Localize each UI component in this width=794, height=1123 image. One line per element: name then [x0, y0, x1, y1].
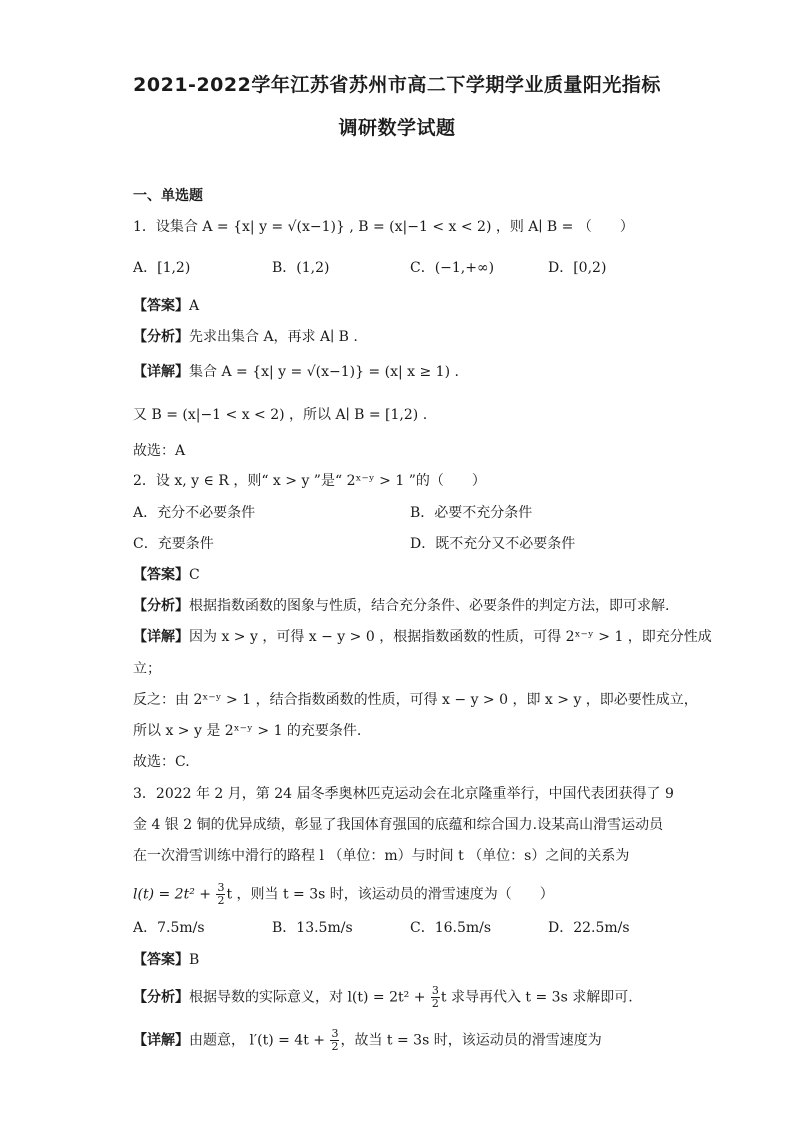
q2-option-b: B．必要不充分条件 [410, 505, 533, 521]
document-title: 2021-2022学年江苏省苏州市高二下学期学业质量阳光指标 [133, 74, 661, 96]
analysis-text: 先求出集合 A，再求 A∣ B . [189, 329, 358, 345]
formula-lhs: l(t) = 2t² + [133, 886, 216, 903]
q1-option-d: D．[0,2) [548, 260, 607, 276]
answer-tag: 【答案】 [133, 952, 189, 968]
fraction [330, 1028, 339, 1053]
q1-option-a: A．[1,2) [133, 260, 191, 276]
question-3-stem-line2: 金 4 银 2 铜的优异成绩，彰显了我国体育强国的底蕴和综合国力.设某高山滑雪运动员 [133, 817, 664, 833]
fraction-denominator: 2 [217, 894, 225, 907]
analysis-text: 根据指数函数的图象与性质，结合充分条件、必要条件的判定方法，即可求解. [189, 598, 670, 614]
detail-tag: 【详解】 [133, 364, 189, 380]
fraction-denominator: 2 [331, 1040, 339, 1053]
question-1-stem: 1．设集合 A = {x| y = √(x−1)} , B = (x|−1 < x < 2) ，则 A∣ B = （ ） [133, 219, 634, 235]
question-2-stem: 2．设 x, y ∈ R ，则“ x > y ”是“ 2ˣ⁻ʸ > 1 ”的（ ） [133, 473, 486, 489]
question-3-stem-line3: 在一次滑雪训练中滑行的路程 l （单位：m）与时间 t （单位：s）之间的关系为 [133, 848, 630, 864]
fraction-numerator: 3 [331, 1027, 339, 1040]
q1-conclusion: 故选：A [133, 443, 186, 459]
q2-answer [133, 565, 200, 585]
q1-detail-line2: 又 B = (x|−1 < x < 2) ，所以 A∣ B = [1,2) . [133, 407, 428, 423]
section-heading: 一、单选题 [133, 188, 203, 204]
q2-analysis [133, 596, 669, 616]
q3-analysis [133, 985, 633, 1010]
detail-text-post: ，故当 t = 3s 时，该运动员的滑雪速度为 [340, 1032, 602, 1049]
q2-option-c: C．充要条件 [133, 536, 214, 552]
analysis-tag: 【分析】 [133, 598, 189, 614]
answer-value: C [189, 567, 200, 583]
q1-analysis [133, 327, 358, 347]
fraction-denominator: 2 [431, 997, 439, 1010]
q2-option-d: D．既不充分又不必要条件 [410, 536, 576, 552]
fraction [216, 882, 225, 907]
q2-option-a: A．充分不必要条件 [133, 505, 256, 521]
q1-option-b: B．(1,2) [272, 260, 330, 276]
q2-detail-cont: 立； [133, 661, 161, 677]
answer-value: A [189, 298, 200, 314]
detail-text: 因为 x > y ，可得 x − y > 0 ，根据指数函数的性质，可得 2ˣ⁻ʸ > 1 ，即充分性成 [189, 629, 712, 645]
detail-tag: 【详解】 [133, 1032, 189, 1049]
q2-conclusion: 故选：C. [133, 754, 190, 770]
q1-option-c: C．(−1,+∞) [410, 260, 495, 276]
fraction-numerator: 3 [431, 984, 439, 997]
analysis-tag: 【分析】 [133, 329, 189, 345]
q3-option-c: C．16.5m/s [410, 920, 492, 936]
analysis-text-pre: 根据导数的实际意义，对 l(t) = 2t² + [189, 989, 430, 1006]
answer-value: B [189, 952, 200, 968]
fraction-numerator: 3 [217, 881, 225, 894]
q3-detail [133, 1028, 602, 1053]
analysis-tag: 【分析】 [133, 989, 189, 1006]
answer-tag: 【答案】 [133, 567, 189, 583]
q1-answer [133, 296, 199, 316]
question-3-stem-line4 [133, 882, 554, 907]
analysis-text-post: t 求导再代入 t = 3s 求解即可. [440, 989, 633, 1006]
detail-text: 集合 A = {x| y = √(x−1)} = (x| x ≥ 1) . [189, 364, 459, 380]
question-3-stem-line1: 3．2022 年 2 月，第 24 届冬季奥林匹克运动会在北京隆重举行，中国代表团获得了 9 [133, 786, 674, 802]
q2-detail [133, 627, 712, 647]
q3-option-d: D．22.5m/s [548, 920, 630, 936]
q1-detail [133, 362, 459, 382]
q3-option-a: A．7.5m/s [133, 920, 205, 936]
fraction [431, 985, 440, 1010]
q3-answer [133, 950, 199, 970]
detail-text-pre: 由题意， l′(t) = 4t + [189, 1032, 330, 1049]
q2-reverse: 反之：由 2ˣ⁻ʸ > 1 ，结合指数函数的性质，可得 x − y > 0 ，即 x > y ，即必要性成立， [133, 692, 698, 708]
document-subtitle: 调研数学试题 [338, 117, 456, 139]
answer-tag: 【答案】 [133, 298, 189, 314]
q3-option-b: B．13.5m/s [272, 920, 353, 936]
q2-sowith: 所以 x > y 是 2ˣ⁻ʸ > 1 的充要条件. [133, 723, 362, 739]
detail-tag: 【详解】 [133, 629, 189, 645]
formula-rhs: t ，则当 t = 3s 时，该运动员的滑雪速度为（ ） [226, 886, 554, 903]
